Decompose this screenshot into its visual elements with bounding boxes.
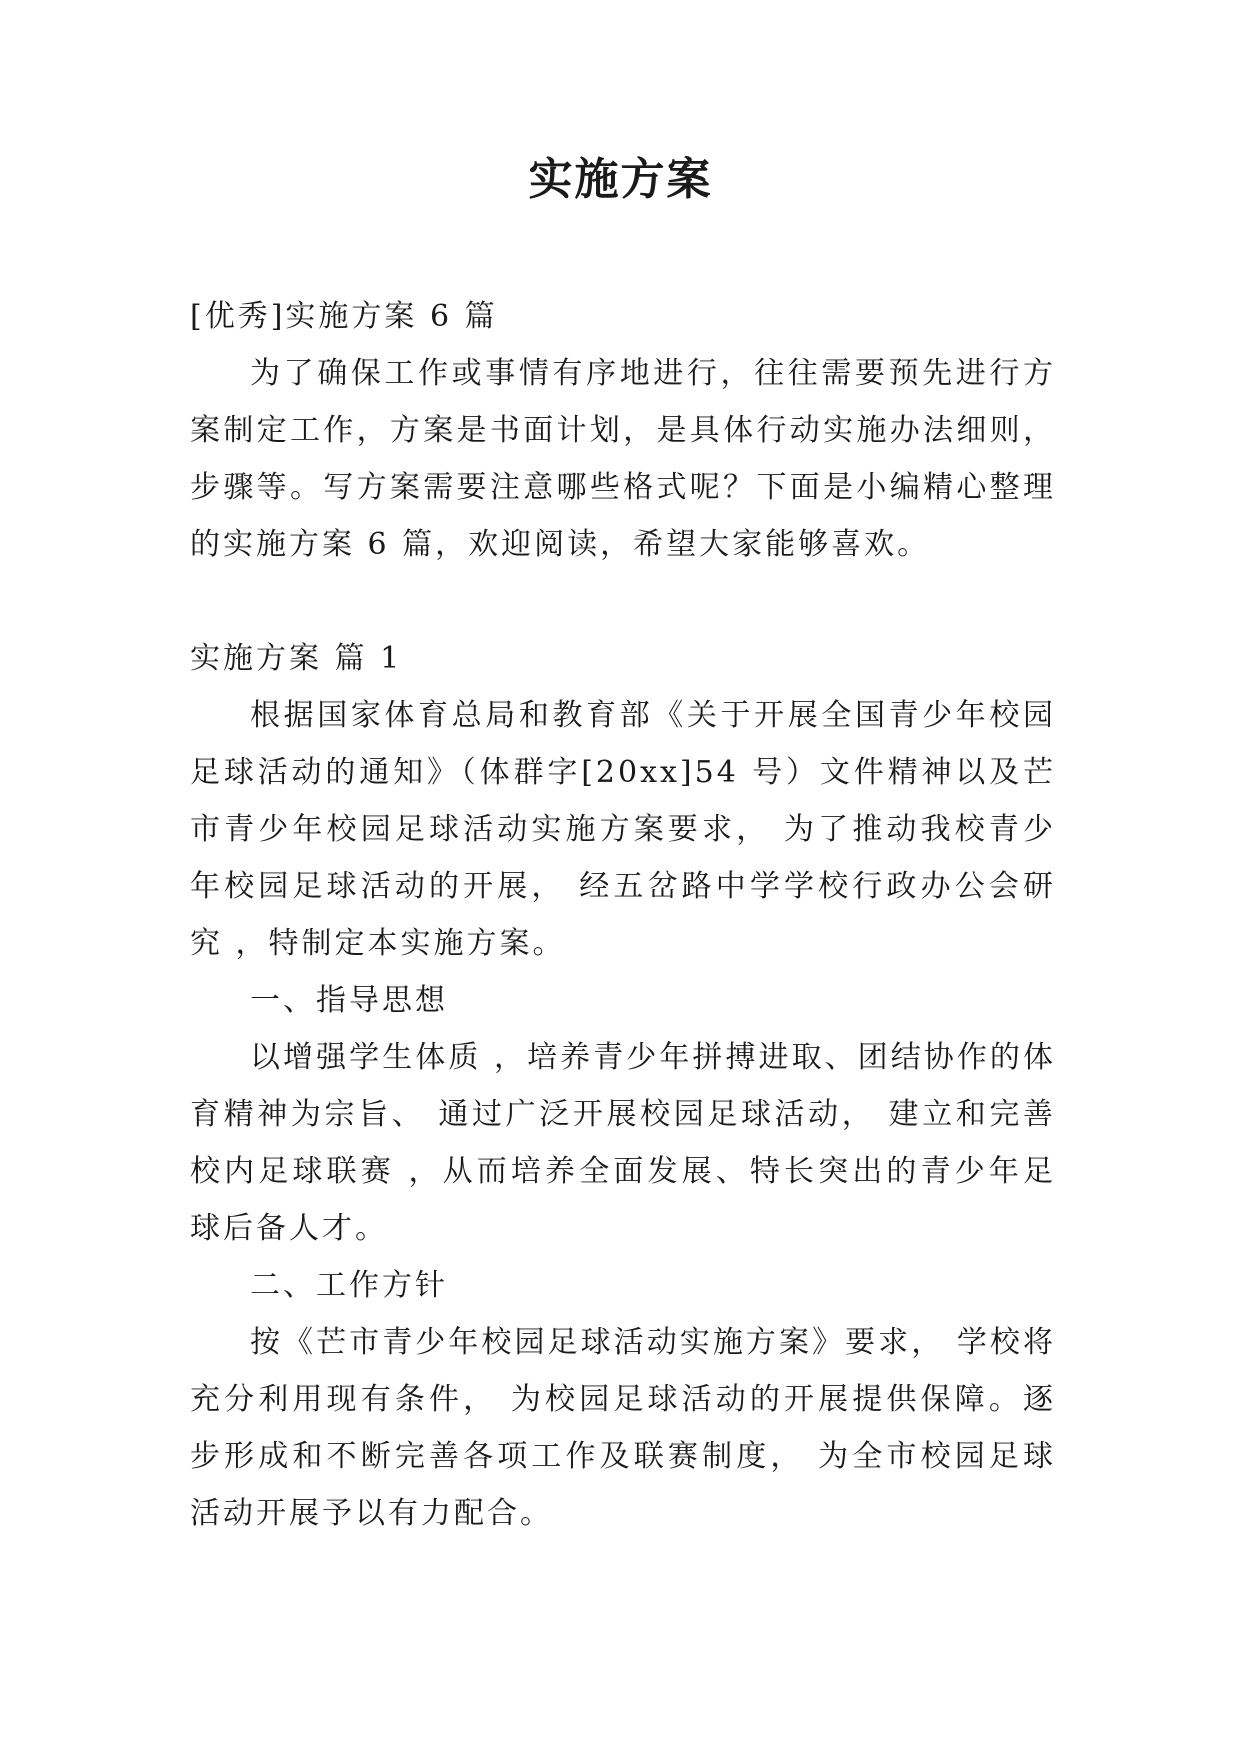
subheading-guiding-ideology: 一、指导思想 (250, 983, 448, 1018)
section-spacer (190, 573, 1056, 630)
section1-heading: 实施方案 篇 1 (190, 641, 403, 676)
document-title: 实施方案 (528, 154, 713, 205)
guiding-ideology-paragraph: 以增强学生体质 ，培养青少年拼搏进取、团结协作的体育精神为宗旨、 通过广泛开展校园足球活动， 建立和完善校内足球联赛 ，从而培养全面发展、特长突出的青少年足球后备人才。 (190, 1040, 1056, 1246)
work-policy-paragraph: 按《芒市青少年校园足球活动实施方案》要求， 学校将充分利用现有条件， 为校园足球活动的开展提供保障。逐步形成和不断完善各项工作及联赛制度， 为全市校园足球活动开展予以有力配合。 (190, 1325, 1056, 1531)
subheading-work-policy: 二、工作方针 (250, 1268, 448, 1303)
intro-paragraph: 为了确保工作或事情有序地进行，往往需要预先进行方案制定工作，方案是书面计划，是具体行动实施办法细则，步骤等。写方案需要注意哪些格式呢？下面是小编精心整理的实施方案 6 篇，欢迎阅读，希望大家能够喜欢。 (190, 356, 1056, 562)
document-body (190, 288, 1056, 1542)
intro-heading: [优秀]实施方案 6 篇 (190, 299, 498, 334)
section1-paragraph: 根据国家体育总局和教育部《关于开展全国青少年校园足球活动的通知》（体群字[20xx]54 号）文件精神以及芒市青少年校园足球活动实施方案要求， 为了推动我校青少年校园足球活动的开展， 经五岔路中学学校行政办公会研究 ，特制定本实施方案。 (190, 698, 1056, 961)
